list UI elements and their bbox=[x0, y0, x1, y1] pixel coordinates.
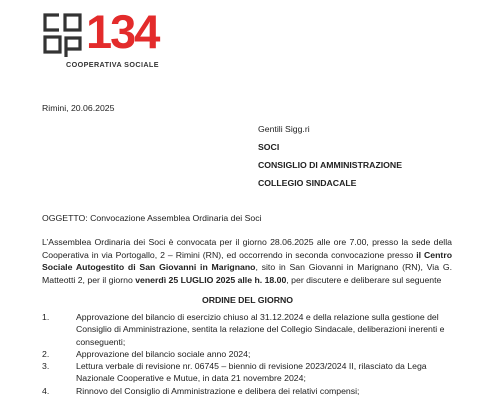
coop-logo-mark bbox=[41, 11, 85, 57]
paragraph-text-1: L’Assemblea Ordinaria dei Soci è convocata per il giorno 28.06.2025 alle ore 7.00, presso la sede della Cooperativa in via Portogallo, 2 – Rimini (RN), ed occorrendo in seconda convocazione presso bbox=[42, 237, 452, 260]
letter-subject: OGGETTO: Convocazione Assemblea Ordinaria dei Soci bbox=[42, 213, 262, 223]
recipient-board: CONSIGLIO DI AMMINISTRAZIONE bbox=[258, 160, 402, 170]
agenda-list bbox=[42, 311, 454, 397]
logo-number: 134 bbox=[86, 5, 159, 58]
agenda-item bbox=[42, 360, 454, 385]
agenda-item bbox=[42, 311, 454, 348]
recipient-auditors: COLLEGIO SINDACALE bbox=[258, 178, 357, 188]
agenda-item-number: 3. bbox=[42, 361, 50, 372]
agenda-item bbox=[42, 348, 454, 360]
agenda-item-number: 1. bbox=[42, 312, 50, 322]
meeting-location: il Centro Sociale Autogestito di San Giovanni in Marignano bbox=[42, 249, 453, 273]
agenda-item bbox=[42, 385, 454, 397]
company-logo bbox=[41, 5, 166, 69]
recipient-greeting: Gentili Sigg.ri bbox=[258, 124, 310, 134]
letter-date: Rimini, 20.06.2025 bbox=[42, 103, 115, 113]
agenda-item-number: 4. bbox=[42, 385, 50, 396]
agenda-item-number: 2. bbox=[42, 348, 50, 359]
recipient-soci: SOCI bbox=[258, 142, 280, 152]
agenda-title: ORDINE DEL GIORNO bbox=[201, 295, 294, 305]
agenda-item-text: Rinnovo del Consiglio di Amministrazione e delibera dei relativi compensi; bbox=[76, 385, 360, 396]
convocation-paragraph bbox=[42, 236, 452, 286]
agenda-item-text: Approvazione del bilancio di esercizio chiuso al 31.12.2024 e della relazione sulla gestione del Consiglio di Amministrazione, sentita la relazione del Collegio Sindacale, deliberazioni inerenti e conseguenti; bbox=[76, 312, 445, 347]
paragraph-text-3: , per discutere e deliberare sul seguente bbox=[286, 274, 442, 285]
meeting-date: venerdì 25 LUGLIO 2025 alle h. 18.00 bbox=[135, 274, 287, 285]
agenda-item-text: Approvazione del bilancio sociale anno 2024; bbox=[76, 348, 251, 359]
paragraph-text-2: , sito in San Giovanni in Marignano (RN), Via G. Matteotti 2, per il giorno bbox=[42, 262, 452, 285]
agenda-item-text: Lettura verbale di revisione nr. 06745 – biennio di revisione 2023/2024 II, rilasciato da Lega Nazionale Cooperative e Mutue, in data 21 novembre 2024; bbox=[76, 361, 427, 384]
logo-tagline: COOPERATIVA SOCIALE bbox=[66, 60, 159, 69]
